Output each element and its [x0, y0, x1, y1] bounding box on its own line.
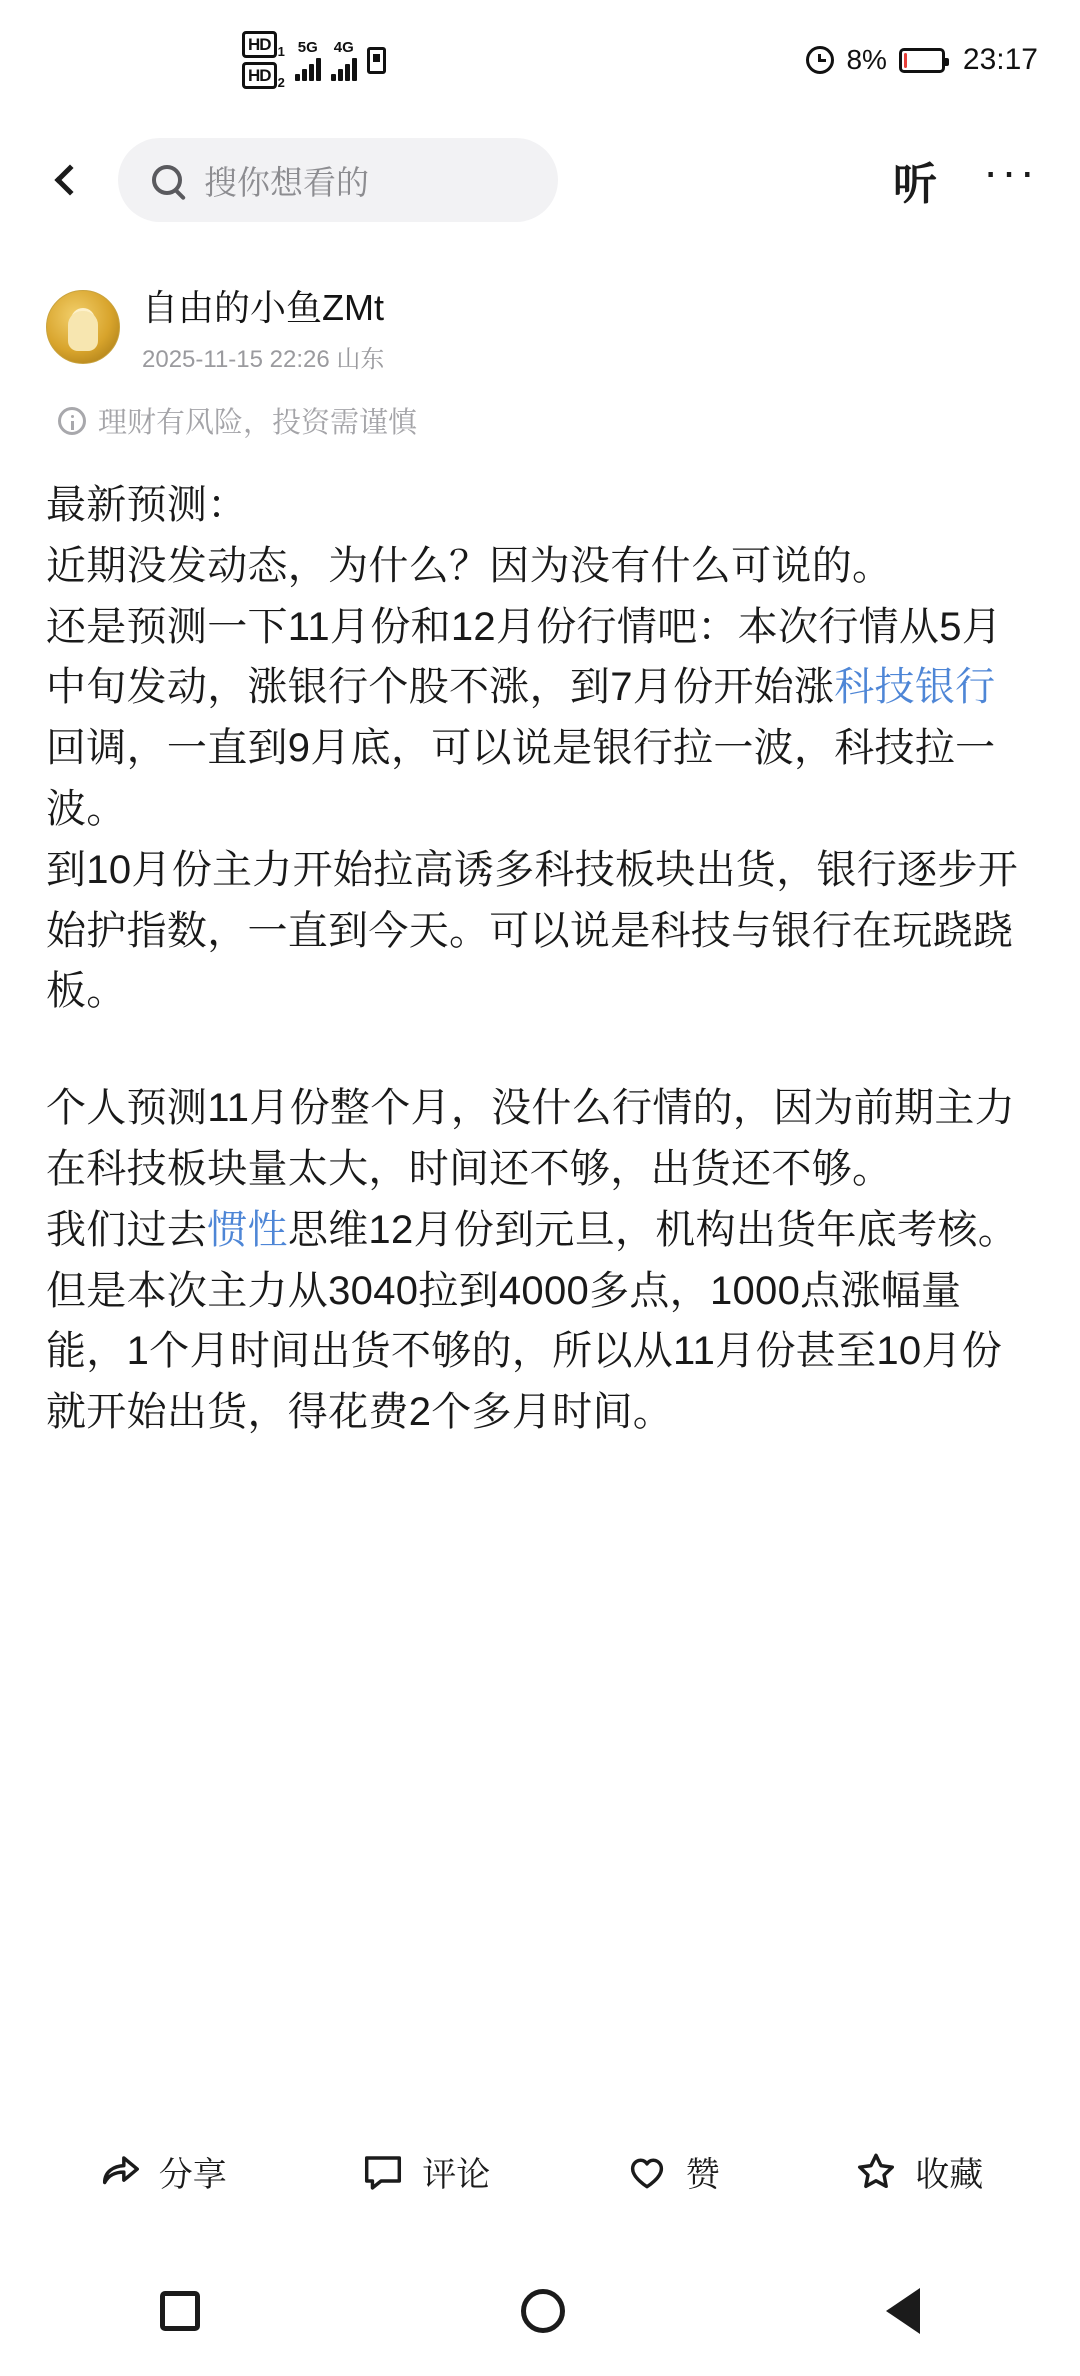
back-button[interactable]	[36, 150, 96, 210]
status-bar	[0, 0, 1080, 120]
network-label-2: 4G	[333, 38, 354, 56]
like-button[interactable]	[624, 2147, 720, 2196]
search-input[interactable]	[118, 138, 558, 222]
signal-icon-1	[295, 40, 321, 81]
paragraph-spacer	[46, 1022, 1034, 1078]
recents-square-icon[interactable]	[160, 2291, 200, 2331]
share-label: 分享	[158, 2155, 227, 2194]
post-paragraph: 到10月份主力开始拉高诱多科技板块出货，银行逐步开始护指数，一直到今天。可以说是科技与银行在玩跷跷板。	[46, 847, 1018, 1014]
listen-button[interactable]: 听	[893, 160, 938, 209]
paragraph-text: 思维12月份到元旦，机构出货年底考核。但是本次主力从3040拉到4000多点，1000点涨幅量能，1个月时间出货不够的，所以从11月份甚至10月份就开始出货，得花费2个多月时间。	[46, 1207, 1019, 1435]
sim-icon	[367, 47, 386, 74]
network-label-1: 5G	[297, 38, 318, 56]
action-bar	[0, 2096, 1080, 2246]
paragraph-text: 我们过去	[46, 1207, 208, 1252]
status-bar-right	[806, 43, 1038, 77]
like-heart-icon	[624, 2148, 670, 2194]
hd-label-1: HD	[242, 31, 277, 58]
favorite-label: 收藏	[915, 2155, 984, 2194]
more-options-button[interactable]: ···	[983, 144, 1038, 197]
like-label: 赞	[685, 2155, 720, 2194]
home-circle-icon[interactable]	[521, 2289, 565, 2333]
hd-icon-1	[242, 31, 285, 58]
signal-icon-2	[331, 40, 357, 81]
paragraph-text: 还是预测一下11月份和12月份行情吧：本次行情从5月中旬发动，涨银行个股不涨，到7月份开始涨	[46, 604, 1003, 710]
comment-button[interactable]	[360, 2147, 490, 2196]
system-navigation-bar	[0, 2246, 1080, 2376]
post-content	[0, 240, 1080, 2096]
info-icon	[58, 407, 86, 435]
status-bar-left	[242, 31, 386, 89]
back-triangle-icon[interactable]	[886, 2288, 920, 2334]
inline-link[interactable]: 惯性	[207, 1207, 288, 1252]
author-meta	[142, 280, 384, 374]
top-navigation-bar	[0, 120, 1080, 240]
signal-bars-1	[295, 57, 321, 81]
post-timestamp-location: 2025-11-15 22:26 山东	[142, 346, 385, 373]
comment-label: 评论	[422, 2155, 491, 2194]
share-icon	[97, 2148, 143, 2194]
author-name[interactable]: 自由的小鱼ZMt	[142, 287, 384, 328]
hd-label-2: HD	[242, 62, 277, 89]
search-placeholder: 搜你想看的	[204, 163, 369, 201]
favorite-star-icon	[853, 2148, 899, 2194]
avatar[interactable]	[46, 290, 120, 364]
signal-bars-2	[331, 57, 357, 81]
comment-icon	[360, 2148, 406, 2194]
post-paragraph: 近期没发动态，为什么？因为没有什么可说的。	[46, 543, 893, 588]
alarm-icon	[806, 46, 834, 74]
hd-icon-2	[242, 62, 285, 89]
paragraph-text: 回调，一直到9月底，可以说是银行拉一波，科技拉一波。	[46, 726, 996, 831]
hd-sub-2: 2	[277, 75, 285, 90]
post-paragraph	[46, 597, 1034, 840]
hd-icons-group	[242, 31, 285, 89]
post-body	[46, 475, 1034, 1443]
risk-notice	[58, 400, 1034, 441]
battery-icon	[899, 48, 945, 73]
search-icon	[152, 165, 182, 195]
favorite-button[interactable]	[853, 2147, 983, 2196]
back-chevron-icon	[54, 164, 85, 195]
risk-notice-text: 理财有风险，投资需谨慎	[98, 407, 418, 439]
inline-link[interactable]: 科技银行	[834, 665, 996, 710]
battery-percent: 8%	[846, 44, 887, 75]
share-button[interactable]	[97, 2147, 227, 2196]
author-row[interactable]	[46, 280, 1034, 374]
post-paragraph	[46, 1200, 1034, 1443]
hd-sub-1: 1	[277, 44, 285, 59]
post-paragraph: 个人预测11月份整个月，没什么行情的，因为前期主力在科技板块量太大，时间还不够，出货还不够。	[46, 1086, 1016, 1191]
status-clock: 23:17	[962, 43, 1038, 76]
post-paragraph: 最新预测：	[46, 483, 248, 527]
